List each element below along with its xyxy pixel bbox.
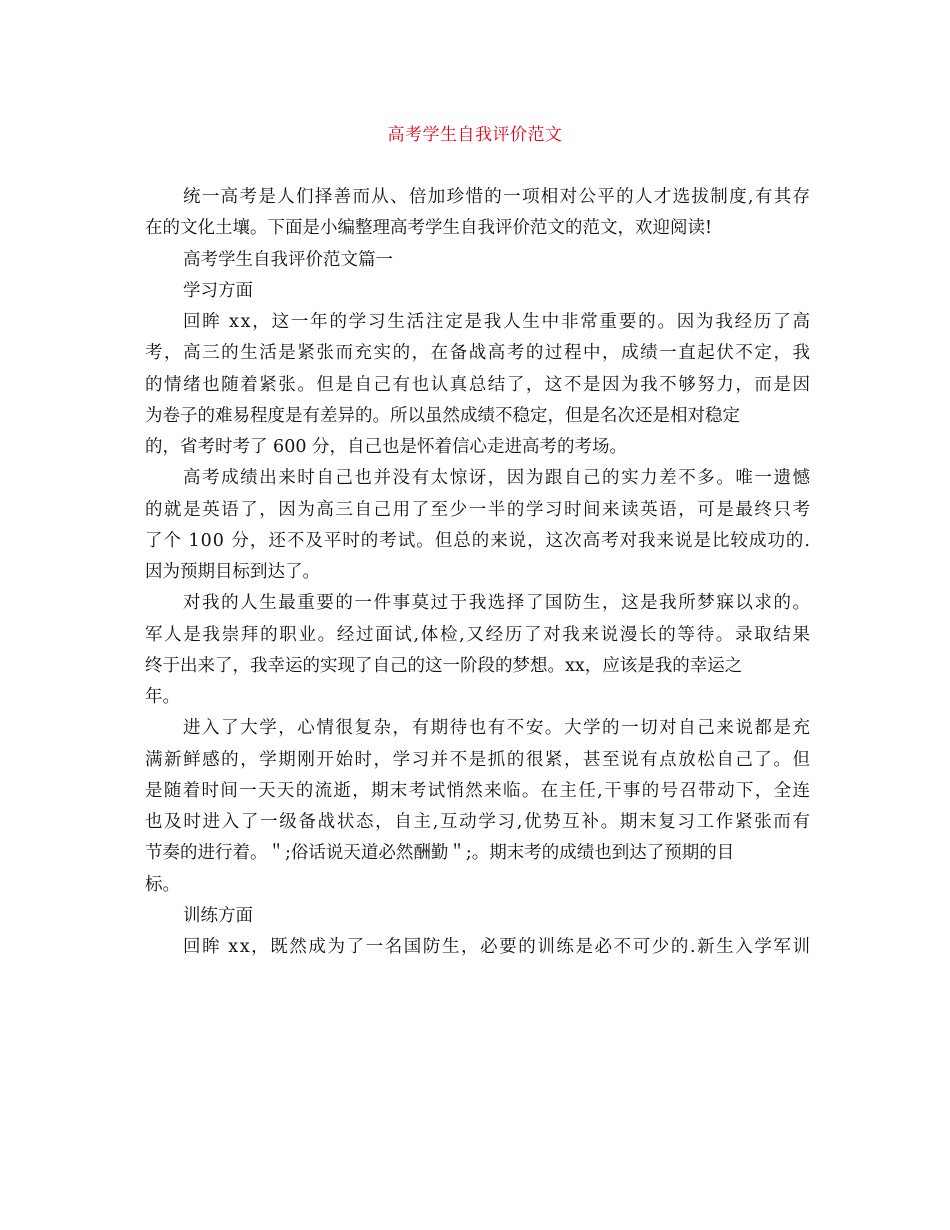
text-line: 标。 — [145, 874, 180, 895]
text-line: 高考学生自我评价范文篇一 — [183, 249, 393, 270]
text-line: 终于出来了，我幸运的实现了自己的这一阶段的梦想。xx，应该是我的幸运之 — [145, 655, 743, 676]
text-line: 的情绪也随着紧张。但是自己有也认真总结了，这不是因为我不够努力，而是因 — [145, 374, 812, 395]
text-line: 回眸 xx，既然成为了一名国防生，必要的训练是必不可少的.新生入学军训 — [183, 937, 812, 957]
text-line: 年。 — [145, 687, 180, 707]
text-line: 军人是我崇拜的职业。经过面试,体检,又经历了对我来说漫长的等待。录取结果 — [145, 624, 812, 645]
text-line: 统一高考是人们择善而从、倍加珍惜的一项相对公平的人才选拔制度,有其存 — [183, 187, 812, 207]
text-line: 满新鲜感的，学期刚开始时，学习并不是抓的很紧，甚至说有点放松自己了。但 — [145, 749, 812, 770]
text-line: 考，高三的生活是紧张而充实的，在备战高考的过程中，成绩一直起伏不定，我 — [145, 343, 812, 364]
text-line: 也及时进入了一级备战状态，自主,互动学习,优势互补。期末复习工作紧张而有 — [145, 812, 812, 832]
text-line: 学习方面 — [183, 280, 253, 301]
text-line: 高考成绩出来时自己也并没有太惊讶，因为跟自己的实力差不多。唯一遗憾 — [183, 468, 812, 489]
text-line: 因为预期目标到达了。 — [145, 562, 320, 582]
text-line: 的就是英语了，因为高三自己用了至少一半的学习时间来读英语，可是最终只考 — [145, 499, 812, 520]
text-line: 在的文化土壤。下面是小编整理高考学生自我评价范文的范文，欢迎阅读! — [145, 218, 713, 239]
text-line: 了个 100 分，还不及平时的考试。但总的来说，这次高考对我来说是比较成功的. — [145, 530, 811, 551]
text-line: 节奏的进行着。＂;俗话说天道必然酬勤＂;。期末考的成绩也到达了预期的目 — [145, 843, 735, 864]
text-line: 回眸 xx，这一年的学习生活注定是我人生中非常重要的。因为我经历了高 — [183, 312, 812, 332]
document-body — [145, 182, 810, 963]
text-line: 对我的人生最重要的一件事莫过于我选择了国防生，这是我所梦寐以求的。 — [183, 593, 812, 614]
text-line: 训练方面 — [183, 905, 253, 926]
document-title: 高考学生自我评价范文 — [387, 125, 563, 145]
text-line: 进入了大学，心情很复杂，有期待也有不安。大学的一切对自己来说都是充 — [183, 718, 812, 739]
text-line: 是随着时间一天天的流逝，期末考试悄然来临。在主任,干事的号召带动下，全连 — [145, 780, 812, 801]
text-line: 的，省考时考了 600 分，自己也是怀着信心走进高考的考场。 — [145, 437, 628, 457]
text-line: 为卷子的难易程度是有差异的。所以虽然成绩不稳定，但是名次还是相对稳定 — [145, 405, 740, 426]
